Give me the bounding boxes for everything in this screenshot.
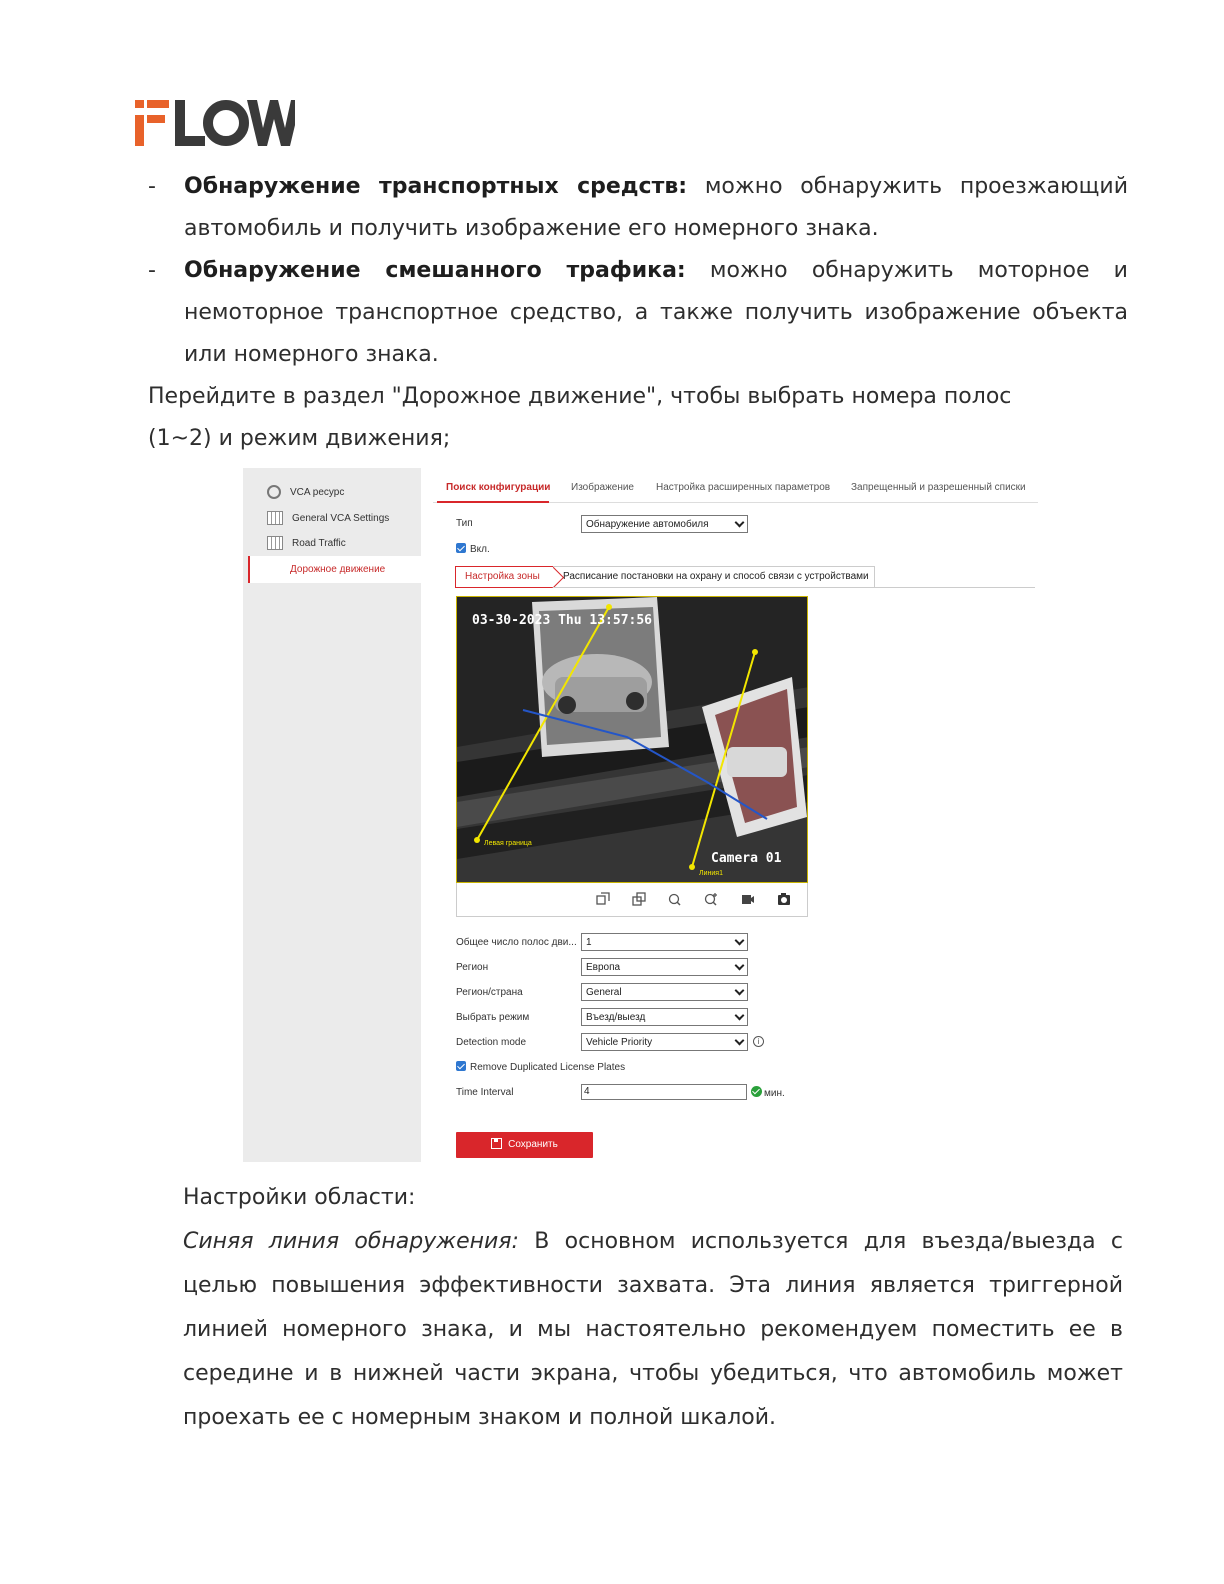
sidebar-item-label: VCA ресурс [290,486,345,498]
traffic-config-screenshot [243,468,1038,1162]
mode-label: Выбрать режим [456,1012,530,1023]
info-icon[interactable]: i [753,1036,764,1047]
lanes-select[interactable] [581,933,748,951]
country-label: Регион/страна [456,987,523,998]
bullet-text: можно обнаружить проезжающий автомобиль и получить изображение его номерного знака. [184,174,1128,241]
video-camera-name: Camera 01 [711,851,782,866]
bullet-title: Обнаружение смешанного трафика: [184,258,686,283]
country-select[interactable] [581,983,748,1001]
zone-subtabs [455,566,1035,588]
video-toolbar [456,883,808,917]
sidebar-item-general-vca[interactable] [267,508,389,528]
type-label: Тип [456,518,473,529]
bullet-text: можно обнаружить моторное и немоторное транспортное средство, а также получить изображение объекта или номерного знака. [184,258,1128,367]
left-border-label: Левая граница [484,840,532,847]
unit-label: мин. [764,1088,785,1099]
blue-line-paragraph [183,1220,1123,1440]
chevron-down-icon [735,936,745,946]
document-body [148,166,1128,460]
chevron-down-icon [735,1036,745,1046]
mode-select[interactable] [581,1008,748,1026]
bullet-title: Обнаружение транспортных средств: [184,174,688,199]
enable-label: Вкл. [470,544,490,555]
type-select[interactable] [581,515,748,533]
save-disk-icon [491,1138,502,1149]
check-icon [751,1086,762,1097]
line-label: Линия1 [699,870,723,877]
camera-snapshot-icon[interactable] [777,892,791,906]
bullet-dash: - [148,258,156,283]
bullet-vehicle-detection [148,166,1128,250]
time-interval-input[interactable]: 4 [581,1084,747,1100]
video-timestamp: 03-30-2023 Thu 13:57:56 [472,613,653,628]
sidebar-item-label: General VCA Settings [292,512,390,524]
dedupe-checkbox-row[interactable] [456,1061,625,1073]
tab-search-config[interactable]: Поиск конфигурации [446,482,551,493]
blue-line-description: В основном используется для въезда/выезда с целью повышения эффективности захвата. Эта линия является триггерной линией номерного знака, и мы настоятельно рекомендуем поместить ее в середине и в нижней части экрана, чтобы убедиться, что автомобиль может проехать ее с номерным знаком и полной шкалой. [183,1229,1124,1430]
flow-logo [135,100,295,146]
time-interval-unit [751,1086,785,1099]
record-icon[interactable] [741,892,755,906]
detection-mode-select[interactable] [581,1033,748,1051]
instruction-line-2: (1~2) и режим движения; [148,426,451,451]
chevron-down-icon [735,518,745,528]
instruction-line-1: Перейдите в раздел "Дорожное движение", чтобы выбрать номера полос [148,384,1012,409]
grid-icon [267,511,283,525]
chevron-down-icon [735,986,745,996]
chevron-down-icon [735,961,745,971]
dedupe-label: Remove Duplicated License Plates [470,1062,626,1073]
bullet-mixed-traffic [148,250,1128,376]
detection-mode-value: Vehicle Priority [586,1037,653,1048]
sidebar [243,468,421,1162]
tab-lists[interactable]: Запрещенный и разрешенный списки [851,482,1026,493]
save-label: Сохранить [508,1139,558,1150]
video-preview[interactable] [456,596,808,883]
time-interval-label: Time Interval [456,1087,514,1098]
config-tabs [433,476,1038,503]
tab-advanced[interactable]: Настройка расширенных параметров [656,482,831,493]
region-select[interactable] [581,958,748,976]
active-tab-indicator [437,501,549,503]
lanes-value: 1 [586,937,592,948]
dedupe-checkbox[interactable] [456,1061,466,1071]
area-settings-section [183,1176,1123,1440]
enable-checkbox-row[interactable] [456,543,490,555]
camera-frame-svg [457,597,808,883]
sidebar-item-vca-resource[interactable] [267,482,344,502]
sidebar-item-label: Road Traffic [292,537,346,549]
save-button[interactable] [456,1132,593,1158]
region-label: Регион [456,962,489,973]
gear-icon [267,485,281,499]
sidebar-item-road-traffic[interactable] [267,533,346,553]
zoom-out-icon[interactable] [668,892,682,906]
blue-line-term: Синяя линия обнаружения: [183,1229,519,1254]
region-value: Европа [586,962,621,973]
country-value: General [586,987,622,998]
sidebar-item-road-movement[interactable]: Дорожное движение [248,556,421,583]
fullscreen-icon[interactable] [596,892,610,906]
type-select-value: Обнаружение автомобиля [586,519,709,530]
mode-value: Въезд/выезд [586,1012,646,1023]
subtab-zone-settings[interactable]: Настройка зоны [455,566,553,588]
tab-image[interactable]: Изображение [571,482,634,493]
area-settings-heading: Настройки области: [183,1185,416,1210]
chevron-down-icon [735,1011,745,1021]
detection-mode-label: Detection mode [456,1037,527,1048]
enable-checkbox[interactable] [456,543,466,553]
aspect-ratio-icon[interactable] [632,892,646,906]
zoom-in-icon[interactable] [704,892,718,906]
lanes-label: Общее число полос дви... [456,937,577,948]
subtab-arming-schedule[interactable]: Расписание постановки на охрану и способ связи с устройствами [553,566,875,588]
grid-icon [267,536,283,550]
bullet-dash: - [148,174,156,199]
